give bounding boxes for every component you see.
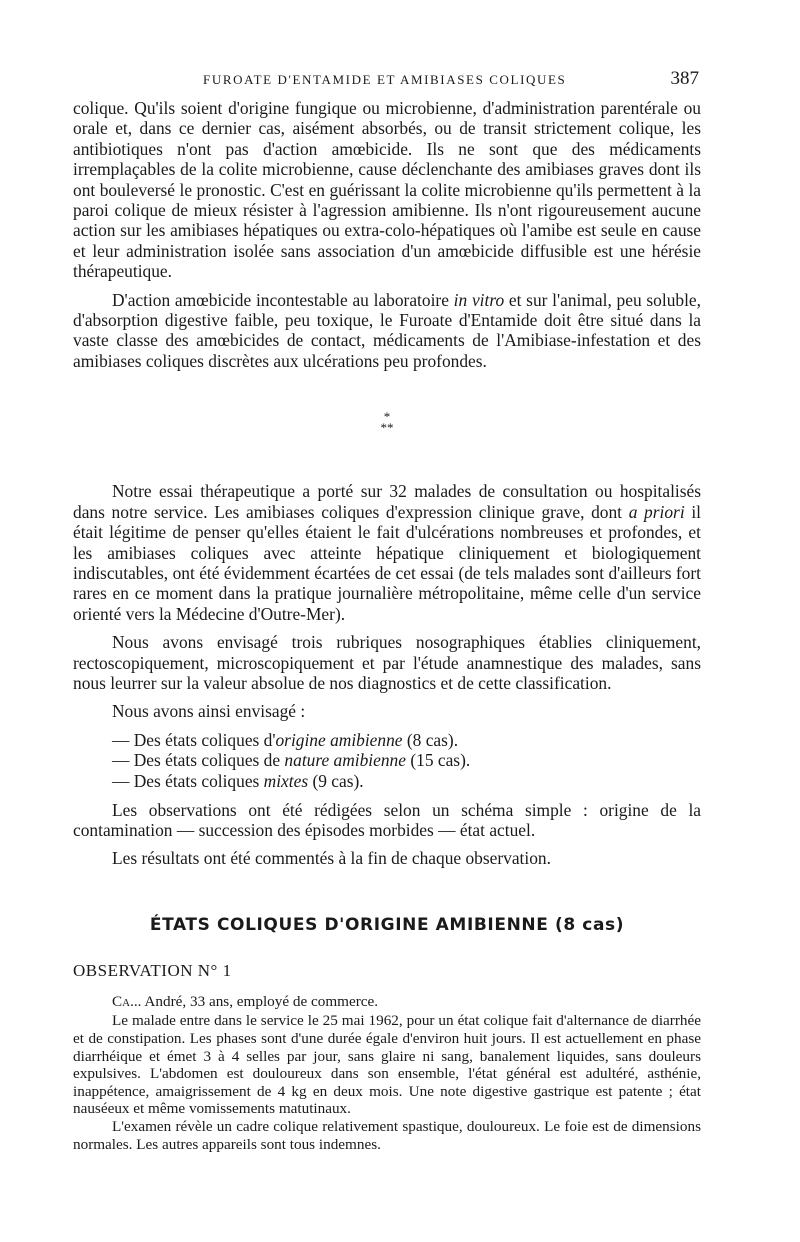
asterism-top: *: [383, 409, 391, 425]
list-item: [73, 771, 701, 792]
paragraph-rubrics: Nous avons envisagé trois rubriques nosographiques établies cliniquement, rectoscopiquement, microscopiquement et par l'étude anamnestique des malades, sans nous leurrer sur la valeur absolue de nos diagnostics et de cette classification.: [73, 632, 701, 693]
list-item: [73, 730, 701, 751]
italic-term: nature amibienne: [284, 750, 406, 771]
list-item-text: — Des états coliques d': [112, 729, 276, 750]
list-item-count: (15 cas).: [405, 750, 471, 771]
list-item-text: — Des états coliques: [112, 770, 264, 791]
list-item-count: (9 cas).: [308, 770, 364, 791]
paragraph-text: et sur l'animal, peu soluble, d'absorption digestive faible, peu toxique, le Furoate d'Entamide doit être situé dans la vaste classe des amœbicides de contact, médicaments de l'Amibiase-infestation et des amibiases coliques discrètes aux ulcérations peu profondes.: [73, 289, 701, 371]
observation-paragraph: Le malade entre dans le service le 25 mai 1962, pour un état colique fait d'alternance de diarrhée et de constipation. Les phases sont d'une durée égale d'environ huit jours. Il est actuellement en phase diarrhéique et émet 3 à 4 selles par jour, sans glaire ni sang, banalement liquides, sans douleurs expulsives. L'abdomen est douloureux dans son ensemble, l'état général est adultéré, asthénie, inappétence, amaigrissement de 4 kg en deux mois. Une note digestive gastrique est patente ; état nauséeux et même vomissements matutinaux.: [73, 1012, 701, 1118]
paragraph-schema: Les observations ont été rédigées selon un schéma simple : origine de la contamination — succession des épisodes morbides — état actuel.: [73, 799, 701, 840]
paragraph-amoebicide-action: [73, 290, 701, 372]
italic-term: a priori: [628, 501, 685, 522]
page: [73, 68, 701, 1153]
italic-term: origine amibienne: [275, 729, 403, 750]
running-title: FUROATE D'ENTAMIDE ET AMIBIASES COLIQUES: [203, 72, 567, 87]
list-item-count: (8 cas).: [402, 729, 459, 750]
asterism-bottom: **: [380, 420, 394, 436]
paragraph-text: il était légitime de penser qu'elles étaient le fait d'ulcérations nombreuses et profondes, et les amibiases coliques avec atteinte hépatique cliniquement et biologiquement indiscutables, ont été évidemment écartées de cet essai (de tels malades sont d'ailleurs fort rares en ce moment dans la pratique journalière métropolitaine, même celle d'un service orienté vers la Médecine d'Outre-Mer).: [73, 501, 701, 624]
category-list: [73, 730, 701, 792]
paragraph-text: Notre essai thérapeutique a porté sur 32 malades de consultation ou hospitalisés dans notre service. Les amibiases coliques d'expression clinique grave, dont: [73, 481, 701, 522]
patient-info: André, 33 ans, employé de commerce.: [141, 992, 379, 1010]
section-heading: ÉTATS COLIQUES D'ORIGINE AMIBIENNE (8 cas): [149, 914, 625, 935]
running-head: [73, 68, 701, 98]
paragraph-results: Les résultats ont été commentés à la fin de chaque observation.: [112, 848, 551, 869]
list-item: [73, 750, 701, 771]
paragraph-list-intro: Nous avons ainsi envisagé :: [112, 701, 306, 722]
paragraph-antibiotics: colique. Qu'ils soient d'origine fungique ou microbienne, d'administration parentérale ou orale et, dans ce dernier cas, aisément absorbés, ou de transit strictement colique, les antibiotiques n'ont pas d'action amœbicide. Ils ne sont que des médicaments irremplaçables de la colite microbienne, cause déclenchante des amibiases graves dont ils ont bouleversé le pronostic. C'est en guérissant la colite microbienne qu'ils permettent à la paroi colique de mieux résister à l'agression amibienne. Ils n'ont rigoureusement aucune action sur les amibiases hépatiques ou extra-colo-hépatiques où l'amibe est seule en cause et leur administration isolée sans association d'un amœbicide diffusible est une hérésie thérapeutique.: [73, 98, 701, 282]
italic-term: in vitro: [453, 289, 505, 310]
asterism-separator: [73, 409, 701, 436]
observation-title: OBSERVATION N° 1: [73, 960, 232, 980]
observation-paragraph: L'examen révèle un cadre colique relativement spastique, douloureux. Le foie est de dimensions normales. Les autres appareils sont tous indemnes.: [73, 1117, 701, 1153]
page-number: 387: [670, 68, 699, 89]
list-item-text: — Des états coliques de: [112, 750, 285, 771]
patient-name: Ca...: [112, 992, 142, 1010]
paragraph-text: D'action amœbicide incontestable au laboratoire: [112, 289, 454, 310]
paragraph-trial: [73, 481, 701, 624]
patient-line: [73, 993, 701, 1011]
italic-term: mixtes: [263, 770, 309, 791]
